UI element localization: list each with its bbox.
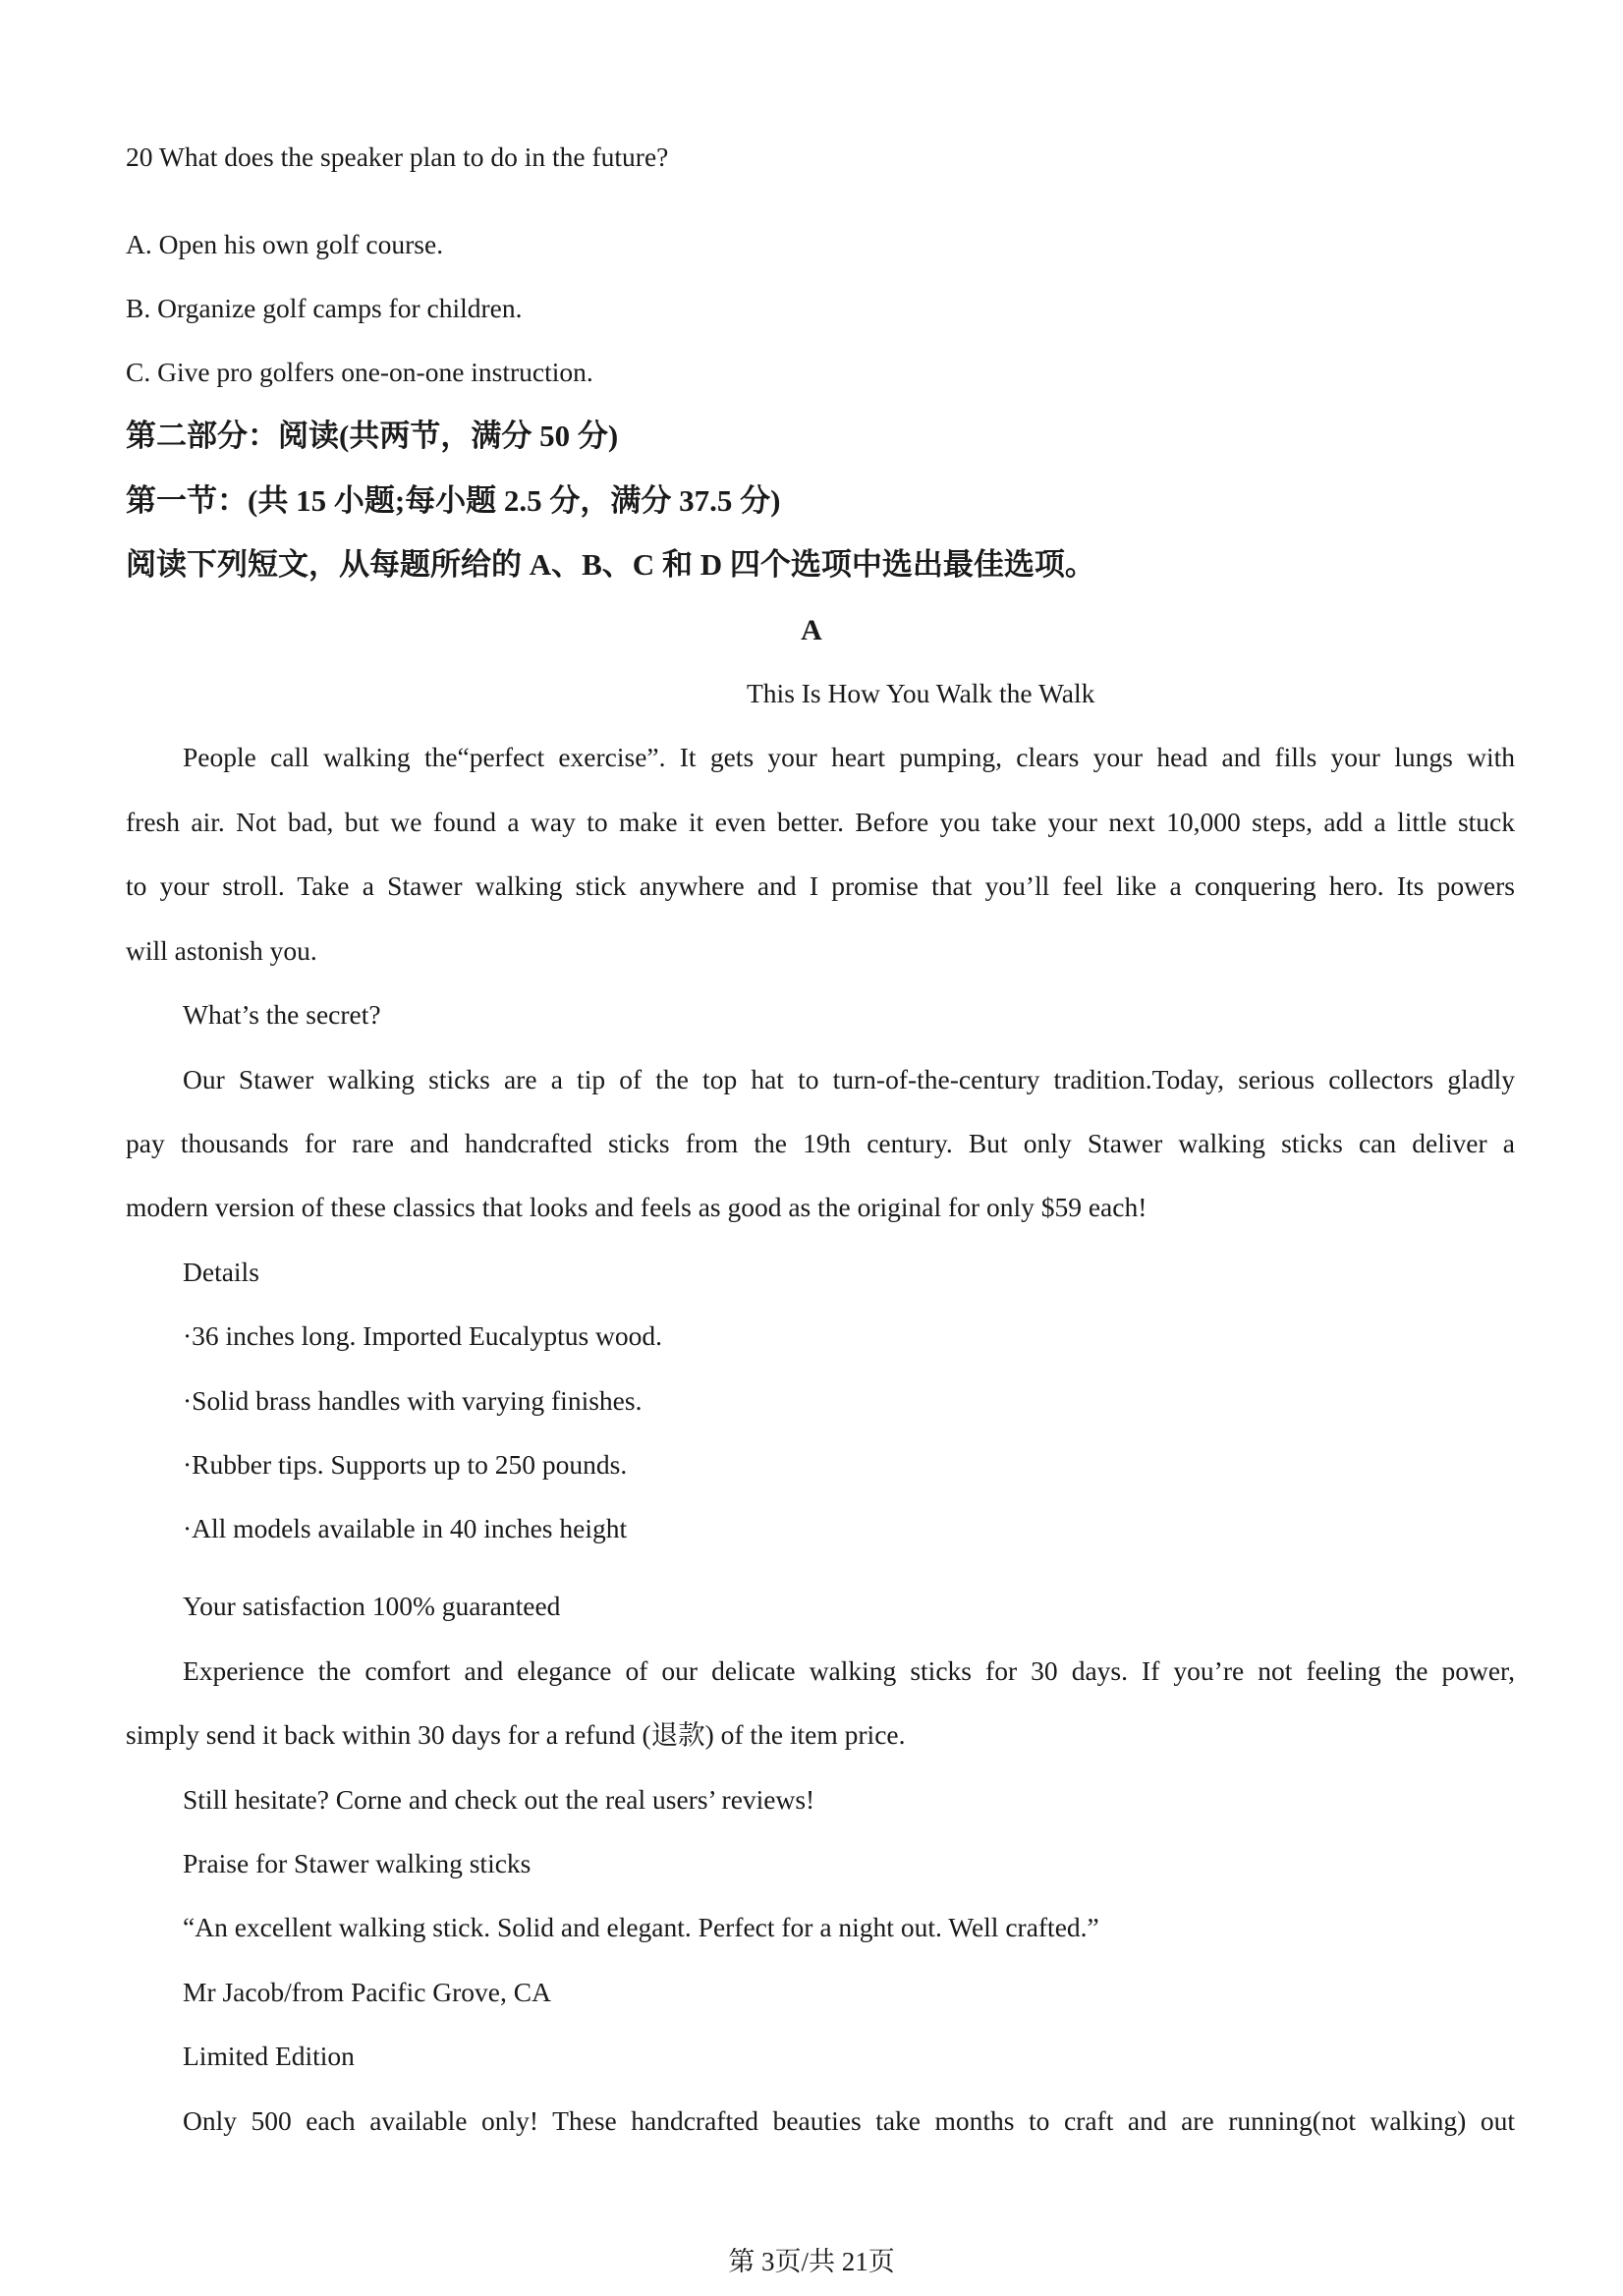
reading-instruction: 阅读下列短文，从每题所给的 A、B、C 和 D 四个选项中选出最佳选项。	[126, 547, 1095, 582]
paragraph-2-line-1: Our Stawer walking sticks are a tip of the top hat to turn-of-the-century tradition.Today, serious collectors gladly	[183, 1064, 1515, 1094]
details-item: ·36 inches long. Imported Eucalyptus wood.	[183, 1320, 663, 1351]
option-a: A. Open his own golf course.	[126, 229, 444, 259]
paragraph-3-line-1: Experience the comfort and elegance of our delicate walking sticks for 30 days. If you’re not feeling the power,	[183, 1655, 1515, 1686]
details-item: ·Solid brass handles with varying finishes.	[183, 1385, 643, 1416]
passage-title: This Is How You Walk the Walk	[747, 678, 1095, 708]
details-item: ·All models available in 40 inches height	[183, 1513, 628, 1543]
section-one-header: 第一节：(共 15 小题;每小题 2.5 分，满分 37.5 分)	[126, 483, 781, 518]
praise-heading: Praise for Stawer walking sticks	[183, 1848, 532, 1878]
page-number: 第 3页/共 21页	[728, 2247, 895, 2276]
paragraph-1-line-2: fresh air. Not bad, but we found a way to make it even better. Before you take your next 10,000 steps, add a little stuck	[126, 807, 1515, 837]
paragraph-1-line-3: to your stroll. Take a Stawer walking stick anywhere and I promise that you’ll feel like a conquering hero. Its powers	[126, 870, 1515, 901]
part-two-header: 第二部分：阅读(共两节，满分 50 分)	[126, 419, 619, 453]
hesitate-line: Still hesitate? Corne and check out the real users’ reviews!	[183, 1784, 815, 1815]
paragraph-1-line-1: People call walking the“perfect exercise”. It gets your heart pumping, clears your head and fills your lungs with	[183, 742, 1515, 772]
question-20-stem: 20 What does the speaker plan to do in the future?	[126, 141, 669, 172]
details-heading: Details	[183, 1257, 259, 1287]
paragraph-2-line-2: pay thousands for rare and handcrafted sticks from the 19th century. But only Stawer walking sticks can deliver a	[126, 1128, 1515, 1158]
guarantee-heading: Your satisfaction 100% guaranteed	[183, 1591, 561, 1621]
passage-label: A	[801, 614, 822, 646]
secret-heading: What’s the secret?	[183, 999, 381, 1030]
limited-edition-heading: Limited Edition	[183, 2041, 355, 2071]
details-item: ·Rubber tips. Supports up to 250 pounds.	[183, 1449, 628, 1480]
review-quote: “An excellent walking stick. Solid and elegant. Perfect for a night out. Well crafted.”	[183, 1912, 1099, 1942]
option-c: C. Give pro golfers one-on-one instruction.	[126, 357, 593, 387]
paragraph-4-line-1: Only 500 each available only! These handcrafted beauties take months to craft and are running(not walking) out	[183, 2105, 1515, 2136]
option-b: B. Organize golf camps for children.	[126, 293, 523, 323]
paragraph-1-line-4: will astonish you.	[126, 935, 317, 966]
paragraph-2-line-3: modern version of these classics that looks and feels as good as the original for only $59 each!	[126, 1192, 1147, 1222]
paragraph-3-line-2: simply send it back within 30 days for a refund (退款) of the item price.	[126, 1719, 906, 1750]
reviewer-name: Mr Jacob/from Pacific Grove, CA	[183, 1977, 551, 2007]
